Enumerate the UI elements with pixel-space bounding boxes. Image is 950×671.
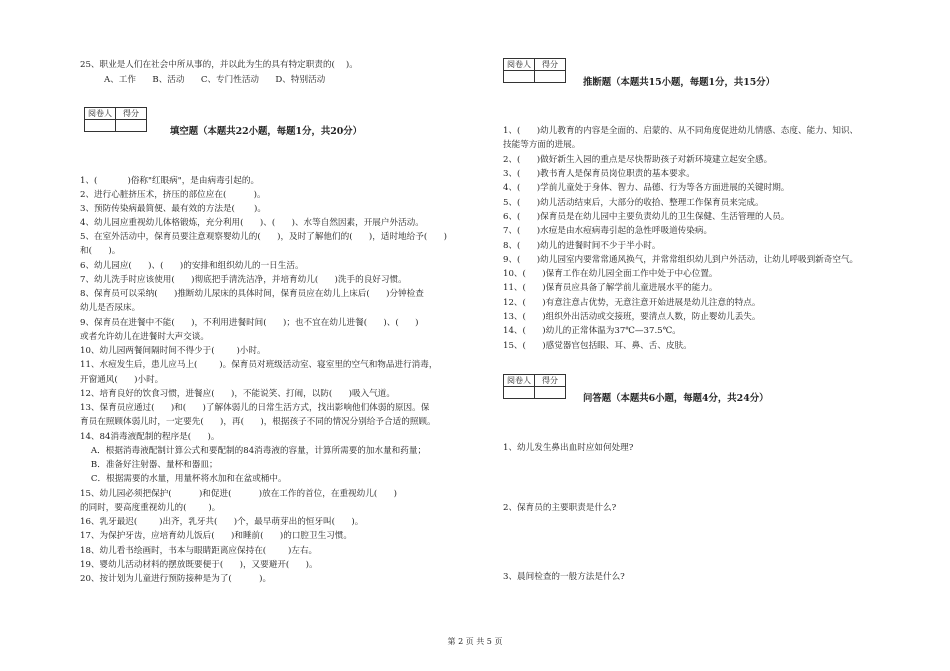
question-line: 和( )。 xyxy=(80,246,121,256)
question-line: 9、保育员在进餐中不能( )，不利用进餐时间( )；也不宜在幼儿进餐( )、( ) xyxy=(80,318,419,328)
question-line: 1、( )幼儿教育的内容是全面的、启蒙的、从不同角度促进幼儿情感、态度、能力、知识、 xyxy=(503,126,859,136)
grader-label: 阅卷人 xyxy=(504,375,535,387)
question-line: B．准备好注射器、量杯和器皿； xyxy=(80,460,218,470)
question-25-options: A、工作 B、活动 C、专门性活动 D、特别活动 xyxy=(104,75,326,85)
question-line: 18、幼儿看书绘画时，书本与眼睛距离应保持在( )左右。 xyxy=(80,546,318,556)
question-line: 16、乳牙最迟( )出齐，乳牙共( )个，最早萌芽出的恒牙叫( )。 xyxy=(80,517,364,527)
question-line: 12、( )有意注意占优势，无意注意开始进展是幼儿注意的特点。 xyxy=(503,298,761,308)
question-line: 8、( )幼儿的进餐时间不少于半小时。 xyxy=(503,241,661,251)
score-label: 得分 xyxy=(535,59,566,71)
question-line: 10、幼儿园两餐间隔时间不得少于( )小时。 xyxy=(80,346,266,356)
question-line: 3、预防传染病最简便、最有效的方法是( )。 xyxy=(80,204,266,214)
question-line: 技能等方面的进展。 xyxy=(503,140,581,150)
qa-question-1: 1、幼儿发生鼻出血时应如何处理? xyxy=(503,443,634,453)
score-label: 得分 xyxy=(535,375,566,387)
question-line: 11、水痘发生后，患儿应马上( )。保育员对班级活动室、寝室里的空气和物品进行消毒， xyxy=(80,360,438,370)
question-line: 7、幼儿洗手时应该使用( )彻底把手清洗洁净，并培育幼儿( )洗手的良好习惯。 xyxy=(80,275,407,285)
section-title-judgement: 推断题（本题共15小题，每题1分，共15分） xyxy=(583,77,775,88)
question-line: 14、( )幼儿的正常体温为37℃—37.5℃。 xyxy=(503,326,681,336)
question-line: 幼儿是否尿床。 xyxy=(80,303,141,313)
question-line: 10、( )保育工作在幼儿园全面工作中处于中心位置。 xyxy=(503,269,718,279)
section-title-qa: 问答题（本题共6小题，每题4分，共24分） xyxy=(583,393,769,404)
question-line: 7、( )水痘是由水痘病毒引起的急性呼吸道传染病。 xyxy=(503,226,713,236)
question-line: A．根据消毒液配制计算公式和要配制的84消毒液的容量，计算所需要的加水量和药量； xyxy=(80,446,427,456)
page-footer: 第 2 页 共 5 页 xyxy=(447,637,503,646)
question-line: 2、进行心脏挤压术，挤压的部位应在( )。 xyxy=(80,190,266,200)
question-line: 8、保育员可以采纳( )推断幼儿尿床的具体时间，保育员应在幼儿上床后( )分钟检查 xyxy=(80,289,424,299)
score-cell[interactable] xyxy=(535,387,566,399)
question-line: 17、为保护牙齿，应培育幼儿饭后( )和睡前( )的口腔卫生习惯。 xyxy=(80,531,352,541)
question-line: 5、( )幼儿活动结束后，大部分的收拾、整理工作保育员来完成。 xyxy=(503,198,764,208)
question-line: 11、( )保育员应具备了解学前儿童进展水平的能力。 xyxy=(503,283,718,293)
question-line: 12、培育良好的饮食习惯，进餐应( )，不能说笑、打闹，以防( )吸入气道。 xyxy=(80,389,395,399)
question-line: 5、在室外活动中，保育员要注意观察婴幼儿的( )，及时了解他们的( )，适时地给予( ) xyxy=(80,232,447,242)
qa-question-2: 2、保育员的主要职责是什么? xyxy=(503,503,617,513)
grader-cell[interactable] xyxy=(85,120,116,132)
question-line: 育员在照顾体弱儿时，一定要先( )，再( )，根据孩子不同的情况分别给予合适的照顾。 xyxy=(80,417,436,427)
question-line: 或者允许幼儿在进餐时大声交谈。 xyxy=(80,332,209,342)
score-cell[interactable] xyxy=(535,71,566,83)
section-title-fill-blank: 填空题（本题共22小题，每题1分，共20分） xyxy=(170,126,362,137)
question-line: 19、婴幼儿活动材料的摆放既要便于( )，又要避开( )。 xyxy=(80,560,318,570)
score-label: 得分 xyxy=(116,108,147,120)
grader-cell[interactable] xyxy=(504,387,535,399)
score-box-fill xyxy=(84,107,147,132)
grader-label: 阅卷人 xyxy=(85,108,116,120)
question-line: 15、幼儿园必须把保护( )和促进( )放在工作的首位，在重视幼儿( ) xyxy=(80,489,397,499)
question-25: 25、职业是人们在社会中所从事的，并以此为生的具有特定职责的( )。 xyxy=(80,60,358,70)
question-line: 14、84消毒液配制的程序是( )。 xyxy=(80,432,220,442)
score-box-judge xyxy=(503,58,566,83)
question-line: 4、幼儿园应重视幼儿体格锻炼，充分利用( )、( )、水等自然因素，开展户外活动。 xyxy=(80,218,424,228)
question-line: 9、( )幼儿园室内要常常通风换气，并常常组织幼儿到户外活动，让幼儿呼吸到新奇空气。 xyxy=(503,255,859,265)
question-line: 4、( )学前儿童处于身体、智力、品德、行为等各方面进展的关键时期。 xyxy=(503,183,790,193)
score-cell[interactable] xyxy=(116,120,147,132)
qa-question-3: 3、晨间检查的一般方法是什么? xyxy=(503,572,625,582)
grader-cell[interactable] xyxy=(504,71,535,83)
question-line: 6、( )保育员是在幼儿园中主要负责幼儿的卫生保健、生活管理的人员。 xyxy=(503,212,790,222)
question-line: 13、保育员应通过( )和( )了解体弱儿的日常生活方式，找出影响他们体弱的原因。保 xyxy=(80,403,430,413)
question-line: 6、幼儿园应( )、( )的安排和组织幼儿的一日生活。 xyxy=(80,261,304,271)
question-line: C．根据需要的水量，用量杯将水加和在盆或桶中。 xyxy=(80,474,287,484)
question-line: 1、( )俗称"红眼病"，是由病毒引起的。 xyxy=(80,176,260,186)
score-box-qa xyxy=(503,374,566,399)
question-line: 13、( )组织外出活动或交接班，要清点人数，防止婴幼儿丢失。 xyxy=(503,312,761,322)
question-line: 15、( )感觉器官包括眼、耳、鼻、舌、皮肤。 xyxy=(503,341,692,351)
grader-label: 阅卷人 xyxy=(504,59,535,71)
question-line: 20、按计划为儿童进行预防接种是为了( )。 xyxy=(80,574,272,584)
question-line: 2、( )做好新生入园的重点是尽快帮助孩子对新环境建立起安全感。 xyxy=(503,155,773,165)
question-line: 3、( )教书育人是保育员岗位职责的基本要求。 xyxy=(503,169,695,179)
question-line: 的同时，要高度重视幼儿的( )。 xyxy=(80,503,221,513)
question-line: 开窗通风( )小时。 xyxy=(80,375,164,385)
